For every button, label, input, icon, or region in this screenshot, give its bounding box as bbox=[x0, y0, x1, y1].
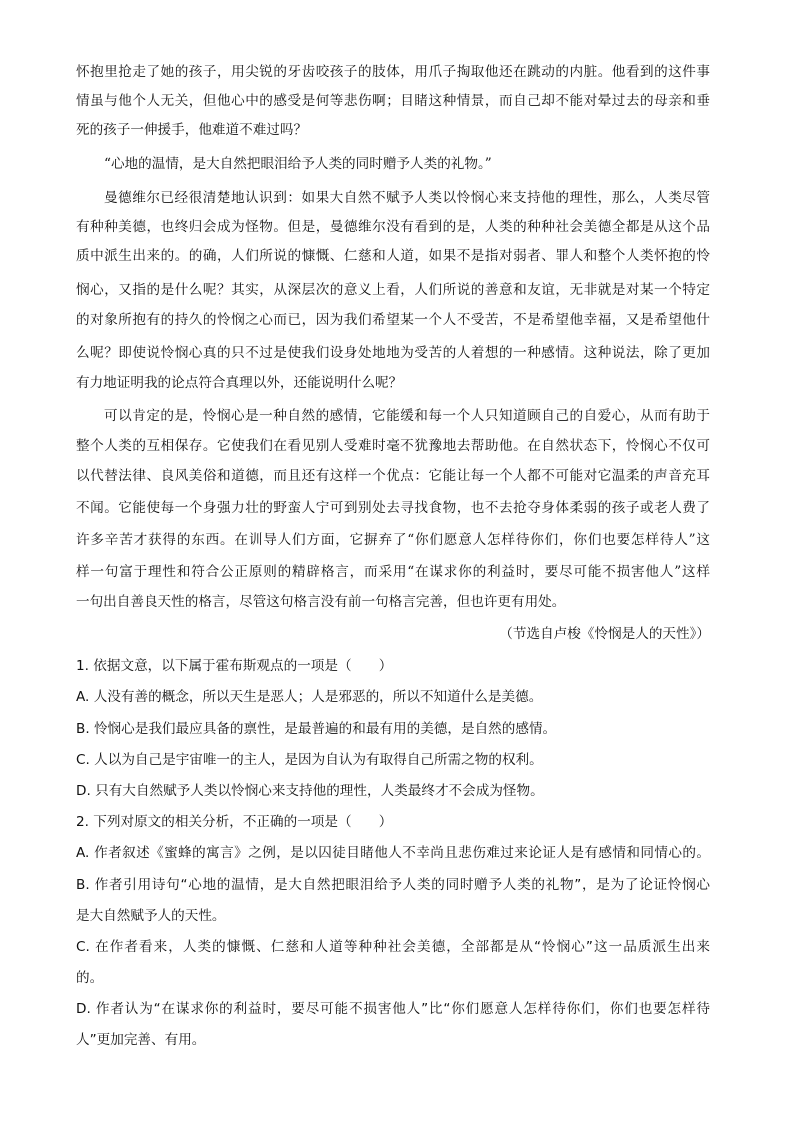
passage-source: （节选自卢梭《怜悯是人的天性》） bbox=[499, 626, 710, 642]
passage-line: 质中派生出来的。的确，人们所说的慷慨、仁慈和人道，如果不是指对弱者、罪人和整个人类怀抱的怜 bbox=[76, 248, 710, 264]
passage-line: 许多辛苦才获得的东西。在训导人们方面，它摒弃了“你们愿意人怎样待你们，你们也要怎样待人”这 bbox=[76, 532, 710, 548]
passage-line: 怀抱里抢走了她的孩子，用尖锐的牙齿咬孩子的肢体，用爪子掏取他还在跳动的内脏。他看到的这件事 bbox=[76, 64, 710, 80]
question-1-option-d[interactable]: D. 只有大自然赋予人类以怜悯心来支持他的理性，人类最终才不会成为怪物。 bbox=[76, 783, 544, 799]
question-1-option-a[interactable]: A. 人没有善的概念，所以天生是恶人；人是邪恶的，所以不知道什么是美德。 bbox=[76, 689, 543, 705]
passage-line: 死的孩子一伸援手，他难道不难过吗？ bbox=[76, 122, 308, 138]
passage-line: 的对象所抱有的持久的怜悯之心而已，因为我们希望某一个人不受苦，不是希望他幸福，又是希望他什 bbox=[76, 312, 710, 328]
question-1-stem: 1. 依据文意，以下属于霍布斯观点的一项是（ ） bbox=[76, 658, 393, 674]
question-2-option-b[interactable]: B. 作者引用诗句“心地的温情，是大自然把眼泪给予人类的同时赠予人类的礼物”，是为了论证怜悯心 bbox=[76, 877, 710, 893]
passage-line: 整个人类的互相保存。它使我们在看见别人受难时毫不犹豫地去帮助他。在自然状态下，怜悯心不仅可 bbox=[76, 438, 710, 454]
passage-quote: “心地的温情，是大自然把眼泪给予人类的同时赠予人类的礼物。” bbox=[104, 156, 492, 172]
question-2-option-d-cont[interactable]: 人”更加完善、有用。 bbox=[76, 1032, 206, 1048]
passage-line: 情虽与他个人无关，但他心中的感受是何等悲伤啊；目睹这种情景，而自己却不能对晕过去的母亲和垂 bbox=[76, 93, 710, 109]
passage-line: 一句出自善良天性的格言，尽管这句格言没有前一句格言完善，但也许更有用处。 bbox=[76, 594, 566, 610]
passage-line: 以代替法律、良风美俗和道德，而且还有这样一个优点：它能让每一个人都不可能对它温柔的声音充耳 bbox=[76, 468, 710, 484]
passage-line: 曼德维尔已经很清楚地认识到：如果大自然不赋予人类以怜悯心来支持他的理性，那么，人类尽管 bbox=[104, 190, 710, 206]
question-2-option-c-cont[interactable]: 的。 bbox=[76, 970, 104, 986]
question-2-option-d[interactable]: D. 作者认为“在谋求你的利益时，要尽可能不损害他人”比“你们愿意人怎样待你们，你们也要怎样待 bbox=[76, 1001, 710, 1017]
passage-line: 可以肯定的是，怜悯心是一种自然的感情，它能缓和每一个人只知道顾自己的自爱心，从而有助于 bbox=[104, 408, 710, 424]
question-2-stem: 2. 下列对原文的相关分析，不正确的一项是（ ） bbox=[76, 814, 393, 830]
question-2-option-a[interactable]: A. 作者叙述《蜜蜂的寓言》之例，是以囚徒目睹他人不幸尚且悲伤难过来论证人是有感情和同情心的。 bbox=[76, 845, 710, 861]
passage-line: 不闻。它能使每一个身强力壮的野蛮人宁可到别处去寻找食物，也不去抢夺身体柔弱的孩子或老人费了 bbox=[76, 500, 710, 516]
passage-line: 么呢？即使说怜悯心真的只不过是使我们设身处地地为受苦的人着想的一种感情。这种说法，除了更加 bbox=[76, 345, 710, 361]
question-2-option-b-cont[interactable]: 是大自然赋予人的天性。 bbox=[76, 908, 226, 924]
passage-line: 悯心，又指的是什么呢？其实，从深层次的意义上看，人们所说的善意和友谊，无非就是对某一个特定 bbox=[76, 282, 710, 298]
question-1-option-c[interactable]: C. 人以为自己是宇宙唯一的主人，是因为自认为有取得自己所需之物的权利。 bbox=[76, 752, 543, 768]
question-1-option-b[interactable]: B. 怜悯心是我们最应具备的禀性，是最普遍的和最有用的美德，是自然的感情。 bbox=[76, 721, 557, 737]
passage-line: 有种种美德，也终归会成为怪物。但是，曼德维尔没有看到的是，人类的种种社会美德全都是从这个品 bbox=[76, 219, 710, 235]
passage-line: 有力地证明我的论点符合真理以外，还能说明什么呢？ bbox=[76, 375, 403, 391]
question-2-option-c[interactable]: C. 在作者看来，人类的慷慨、仁慈和人道等种种社会美德，全部都是从“怜悯心”这一品质派生出来 bbox=[76, 939, 710, 955]
passage-line: 样一句富于理性和符合公正原则的精辟格言，而采用“在谋求你的利益时，要尽可能不损害他人”这样 bbox=[76, 564, 710, 580]
